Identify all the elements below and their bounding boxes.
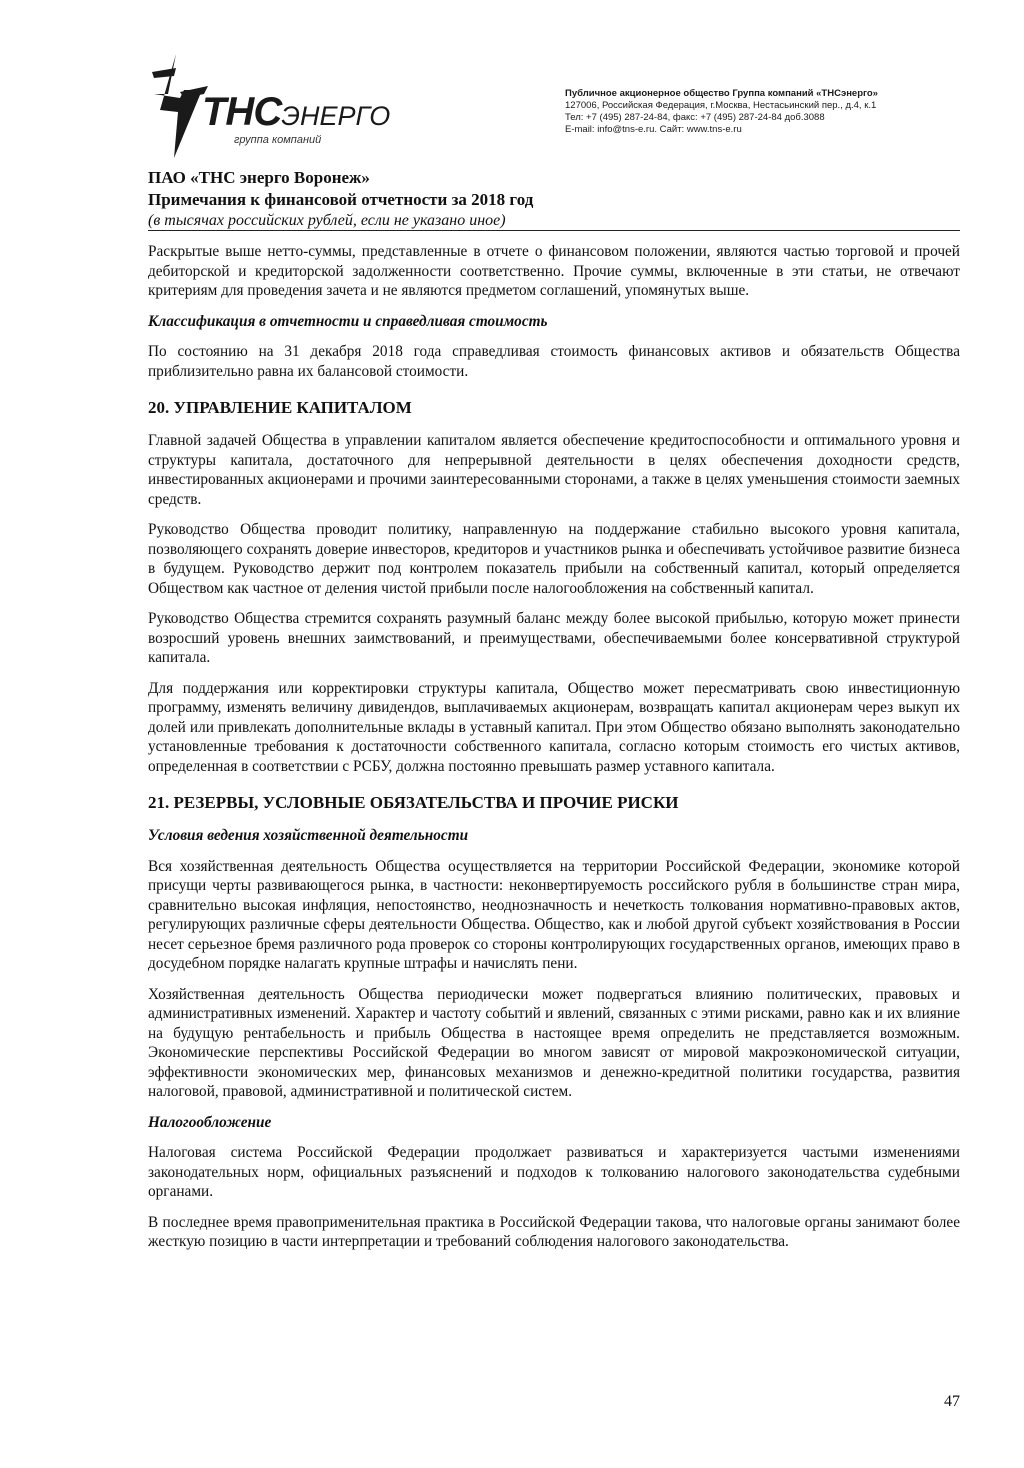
paragraph: Налоговая система Российской Федерации продолжает развиваться и характеризуется частыми изменениями законодательных норм, официальных разъяснений и подходов к толкованию налогового законодательства судебными органами. xyxy=(148,1144,960,1200)
paragraph: Раскрытые выше нетто-суммы, представленные в отчете о финансовом положении, являются частью торговой и прочей дебиторской и кредиторской задолженности соответственно. Прочие суммы, включенные в эти статьи, не отвечают критериям для проведения зачета и не являются предметом соглашений, упомянутых выше. xyxy=(148,243,960,299)
header-divider xyxy=(148,230,960,231)
paragraph: Вся хозяйственная деятельность Общества осуществляется на территории Российской Федерации, экономике которой присущи черты развивающегося рынка, в частности: неконвертируемость российского рубля в большинстве стран мира, сравнительно высокая инфляция, непостоянство, неоднозначность и нечеткость толкования нормативно-правовых актов, регулирующих различные сферы деятельности Общества. Общество, как и любой другой субъект хозяйствования в России несет серьезное бремя различного рода проверок со стороны контролирующих государственных органов, имеющих право в досудебном порядке налагать крупные штрафы и начислять пени. xyxy=(148,857,960,972)
company-email-site: E-mail: info@tns-e.ru. Сайт: www.tns-e.ru xyxy=(565,124,742,135)
paragraph: Руководство Общества стремится сохранять разумный баланс между более высокой прибылью, которую может принести возросший уровень внешних заимствований, и преимуществами, обеспечиваемыми более консервативной структурой капитала. xyxy=(148,610,960,666)
paragraph: По состоянию на 31 декабря 2018 года справедливая стоимость финансовых активов и обязательств Общества приблизительно равна их балансовой стоимости. xyxy=(148,343,960,380)
page-number: 47 xyxy=(944,1393,960,1410)
company-info xyxy=(565,88,985,136)
document-title: Примечания к финансовой отчетности за 2018 год xyxy=(148,190,534,209)
organization-name: ПАО «ТНС энерго Воронеж» xyxy=(148,168,370,187)
document-header xyxy=(148,167,960,231)
logo-text xyxy=(202,92,390,132)
logo-caption: группа компаний xyxy=(234,134,322,146)
company-name: Публичное акционерное общество Группа компаний «ТНСэнерго» xyxy=(565,88,878,99)
subheading-taxation: Налогообложение xyxy=(148,1113,272,1131)
paragraph: В последнее время правоприменительная практика в Российской Федерации такова, что налоговые органы занимают более жесткую позицию в части интерпретации и требований соблюдения налогового законодательства. xyxy=(148,1213,960,1250)
paragraph: Главной задачей Общества в управлении капиталом является обеспечение кредитоспособности и оптимального уровня и структуры капитала, достаточного для непрерывной деятельности в целях обеспечения доходности средств, инвестированных акционерами и прочими заинтересованными сторонами, а также в целях уменьшения стоимости заемных средств. xyxy=(148,432,960,508)
units-note: (в тысячах российских рублей, если не указано иное) xyxy=(148,212,506,229)
company-logo xyxy=(140,50,420,160)
paragraph: Для поддержания или корректировки структуры капитала, Общество может пересматривать свою инвестиционную программу, изменять величину дивидендов, выплачиваемых акционерам, возвращать капитал акционерам через выкуп их долей или привлекать дополнительные вклады в уставный капитал. При этом Общество обязано выполнять законодательно установленные требования к достаточности собственного капитала, согласно которым стоимость его чистых активов, определенная в соответствии с РСБУ, должна постоянно превышать размер уставного капитала. xyxy=(148,679,960,775)
company-address: 127006, Российская Федерация, г.Москва, Нестасьинский пер., д.4, к.1 xyxy=(565,100,877,111)
paragraph: Хозяйственная деятельность Общества периодически может подвергаться влиянию политических, правовых и административных изменений. Характер и частоту событий и явлений, связанных с этими рисками, равно как и их влияние на будущую рентабельность и прибыль Общества в настоящее время определить не представляется возможным. Экономические перспективы Российской Федерации во многом зависят от мировой макроэкономической ситуации, эффективности экономических мер, финансовых механизмов и денежно-кредитной политики государства, развития налоговой, правовой, административной и политической систем. xyxy=(148,985,960,1100)
logo-sub-text: ЭНЕРГО xyxy=(281,101,391,131)
subheading-classification: Классификация в отчетности и справедливая стоимость xyxy=(148,312,548,330)
logo-main-text: ТНС xyxy=(202,90,282,134)
subheading-business-conditions: Условия ведения хозяйственной деятельности xyxy=(148,827,469,844)
paragraph: Руководство Общества проводит политику, направленную на поддержание стабильно высокого уровня капитала, позволяющего сохранять доверие инвесторов, кредиторов и участников рынка и обеспечивать устойчивое развитие бизнеса в будущем. Руководство держит под контролем показатель прибыли на собственный капитал, который определяется Обществом как частное от деления чистой прибыли после налогообложения на собственный капитал. xyxy=(148,521,960,597)
company-phone: Тел: +7 (495) 287-24-84, факс: +7 (495) 287-24-84 доб.3088 xyxy=(565,112,825,123)
document-body xyxy=(148,242,960,1263)
section-heading-21: 21. РЕЗЕРВЫ, УСЛОВНЫЕ ОБЯЗАТЕЛЬСТВА И ПРОЧИЕ РИСКИ xyxy=(148,793,679,812)
section-heading-20: 20. УПРАВЛЕНИЕ КАПИТАЛОМ xyxy=(148,398,412,417)
